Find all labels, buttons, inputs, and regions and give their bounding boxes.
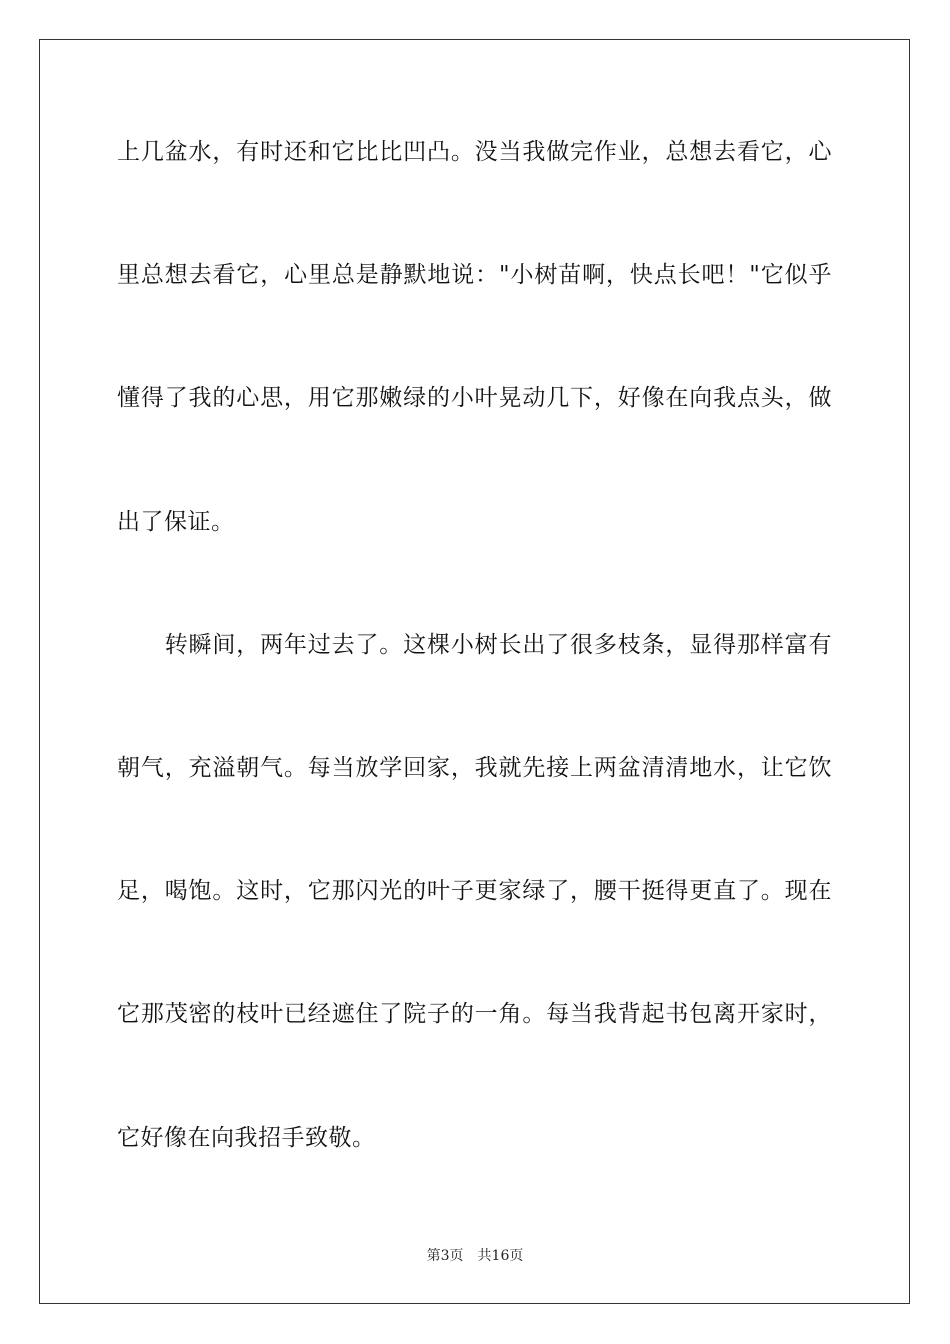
paragraph-line: 转瞬间，两年过去了。这棵小树长出了很多枝条，显得那样富有 [117, 632, 832, 658]
paragraph-line: 足，喝饱。这时，它那闪光的叶子更家绿了，腰干挺得更直了。现在 [117, 878, 832, 904]
page-footer [0, 1247, 950, 1265]
page-number: 第3页 [426, 1248, 464, 1264]
paragraph-line: 出了保证。 [117, 509, 235, 535]
paragraph-line: 它好像在向我招手致敬。 [117, 1125, 376, 1151]
paragraph-line: 朝气，充溢朝气。每当放学回家，我就先接上两盆清清地水，让它饮 [117, 755, 832, 781]
paragraph-line: 它那茂密的枝叶已经遮住了院子的一角。每当我背起书包离开家时， [117, 1001, 832, 1027]
paragraph-line: 上几盆水，有时还和它比比凹凸。没当我做完作业，总想去看它，心 [117, 139, 832, 165]
page-total: 共16页 [477, 1248, 524, 1264]
paragraph-line: 懂得了我的心思，用它那嫩绿的小叶晃动几下，好像在向我点头，做 [117, 385, 832, 411]
paragraph-line: 里总想去看它，心里总是静默地说："小树苗啊，快点长吧！"它似乎 [117, 262, 832, 288]
page-border [39, 39, 910, 1304]
